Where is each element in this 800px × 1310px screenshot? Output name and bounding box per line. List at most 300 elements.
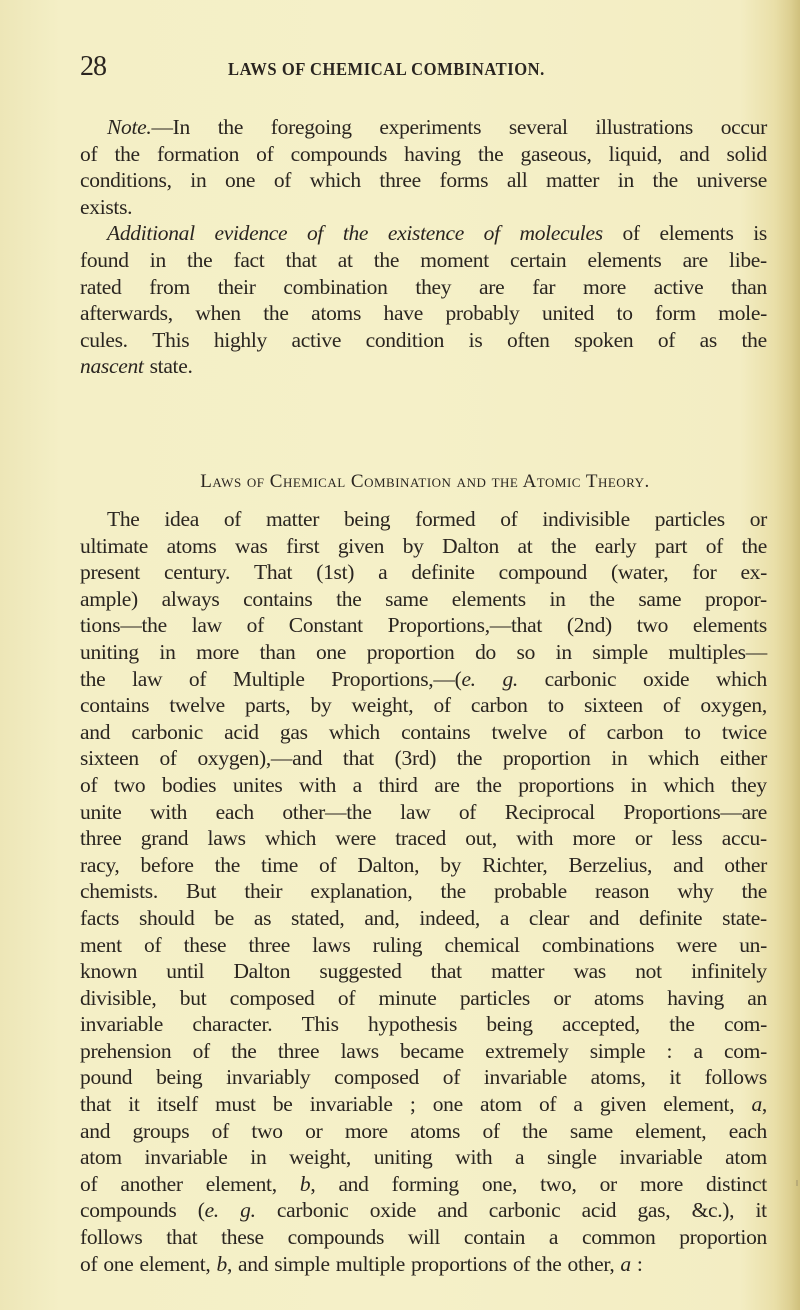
word: a (499, 905, 510, 930)
word: uniting (80, 639, 139, 664)
word: two (251, 1118, 283, 1143)
text-line (80, 1011, 767, 1038)
word: one (316, 639, 347, 664)
word: which (715, 666, 767, 691)
word: was (573, 959, 606, 984)
word: of (622, 221, 640, 246)
word: twice (721, 719, 767, 744)
word: that (430, 959, 462, 984)
text-line (80, 852, 767, 879)
additional-evidence-paragraph (80, 220, 767, 380)
word: that (80, 1092, 112, 1117)
word: were (676, 932, 717, 957)
text-line (80, 533, 767, 560)
word: of (80, 141, 98, 166)
word: But (186, 879, 217, 904)
word: have (383, 301, 423, 326)
text-line (80, 905, 767, 932)
word: certain (509, 247, 567, 272)
text-line (80, 220, 767, 247)
word: of (337, 985, 356, 1010)
word: idea (164, 507, 199, 531)
word: in (555, 639, 572, 664)
word: the (476, 772, 502, 797)
word: state. (149, 354, 193, 379)
word: more (639, 1171, 683, 1196)
word: was (235, 533, 268, 558)
word: three (80, 826, 122, 851)
word: Dalton, (357, 852, 420, 877)
word: of (500, 507, 518, 531)
word: and (437, 1198, 468, 1223)
word: or (749, 507, 767, 531)
word: first (286, 533, 320, 558)
word: proportion (366, 639, 455, 664)
word: and (238, 1251, 269, 1276)
word: com- (723, 1012, 767, 1037)
word: probable (494, 879, 567, 904)
word: active (653, 274, 704, 299)
word: invariably (226, 1065, 311, 1090)
word: out, (465, 826, 497, 851)
word: a (352, 772, 362, 797)
word: is (468, 327, 483, 352)
word: proportion (679, 1225, 767, 1250)
word: each (215, 799, 254, 824)
word: g. (240, 1198, 256, 1223)
word: : (636, 1251, 643, 1276)
word: oxide (369, 1198, 417, 1223)
word: elements (451, 586, 526, 611)
word: single (547, 1145, 597, 1170)
word: element, (205, 1171, 277, 1196)
word: or (553, 985, 571, 1010)
word: the (478, 141, 504, 166)
word: in (250, 1145, 267, 1170)
word: ruling (372, 932, 423, 957)
word: parts, (245, 693, 291, 718)
word: that (342, 746, 374, 771)
note-paragraph (80, 114, 767, 220)
word: the (214, 852, 240, 877)
word: ample) (80, 586, 138, 611)
word: the (550, 533, 577, 558)
word: exists. (80, 194, 133, 219)
word: atoms (311, 301, 362, 326)
word: three (379, 168, 421, 193)
word: with (516, 826, 554, 851)
word: sixteen (80, 746, 139, 771)
word: (water, (610, 560, 669, 585)
word: always (161, 586, 220, 611)
word: highly (213, 327, 268, 352)
word: of (568, 719, 586, 744)
text-line (80, 719, 767, 746)
word: compounds (287, 1225, 385, 1250)
word: early (594, 533, 637, 558)
word: g. (502, 666, 518, 691)
word: combination (283, 274, 388, 299)
word: matter (491, 959, 545, 984)
word: when (195, 301, 241, 326)
word: of (188, 666, 207, 691)
word: The (107, 507, 140, 531)
text-line (80, 559, 767, 586)
atomic-theory-paragraph (80, 506, 767, 1277)
word: follows (704, 1065, 767, 1090)
word: of (458, 799, 477, 824)
word: it (669, 1065, 681, 1090)
word: itself (156, 1092, 198, 1117)
word: universe (696, 168, 767, 193)
text-line (80, 194, 767, 221)
word: they (731, 772, 767, 797)
word: Dalton (442, 533, 499, 558)
word: one, (481, 1171, 518, 1196)
word: a (620, 1251, 631, 1276)
word: ultimate (80, 533, 149, 558)
word: Proportions—are (623, 799, 767, 824)
word: oxygen, (700, 693, 767, 718)
word: atoms (594, 985, 644, 1010)
word: laws (312, 932, 351, 957)
text-line (80, 639, 767, 666)
word: That (254, 560, 293, 585)
word: should (138, 905, 195, 930)
word: not (635, 959, 662, 984)
word: more (583, 274, 626, 299)
word: formed (415, 507, 476, 531)
word: century. (163, 560, 231, 585)
word: of (433, 693, 451, 718)
word: liquid, (608, 141, 663, 166)
word: a, (751, 1092, 767, 1117)
word: probably (445, 301, 520, 326)
page-edge-mark (796, 1180, 798, 1186)
word: are (434, 772, 460, 797)
word: Multiple (232, 666, 305, 691)
text-line (80, 1038, 767, 1065)
word: a (693, 1038, 703, 1063)
word: of (273, 168, 292, 193)
text-line (80, 1118, 767, 1145)
word: Richter, (482, 852, 548, 877)
word: be (214, 905, 235, 930)
word: atoms (410, 1118, 461, 1143)
word: laws (340, 1038, 379, 1063)
word: part (654, 533, 688, 558)
word: Dalton (233, 959, 291, 984)
word: indeed, (419, 905, 480, 930)
word: are (682, 247, 708, 272)
word: Berzelius, (568, 852, 653, 877)
word: the (440, 879, 466, 904)
section-heading: Laws of Chemical Combination and the Atomic Theory. (200, 471, 650, 492)
word: which (309, 168, 361, 193)
word: atoms (166, 533, 217, 558)
word: in (149, 247, 166, 272)
word: being (343, 507, 391, 531)
word: the (114, 141, 140, 166)
word: by (310, 693, 332, 718)
word: known (80, 959, 138, 984)
word: of (256, 141, 274, 166)
word: particles (654, 507, 725, 531)
word: each (728, 1118, 767, 1143)
word: indivisible (542, 507, 630, 531)
word: tions—the (80, 613, 167, 638)
word: Reciprocal (504, 799, 595, 824)
word: Constant (288, 613, 363, 638)
word: explanation, (310, 879, 413, 904)
word: of (483, 221, 500, 246)
text-line (80, 353, 767, 380)
word: at (337, 247, 353, 272)
word: hypothesis (368, 1012, 458, 1037)
word: of (512, 1251, 531, 1276)
word: minute (378, 985, 437, 1010)
word: carbonic (276, 1198, 349, 1223)
word: and (80, 1118, 111, 1143)
word: compounds (290, 141, 388, 166)
word: the (80, 666, 106, 691)
word: accu- (721, 826, 767, 851)
word: invariable (309, 1092, 393, 1117)
word: evidence (214, 221, 288, 246)
word: proportions (518, 772, 615, 797)
word: pound (80, 1065, 133, 1090)
word: that (166, 1225, 198, 1250)
word: law (191, 613, 222, 638)
word: This (152, 327, 190, 352)
word: carbonic (488, 1198, 561, 1223)
word: particles (459, 985, 530, 1010)
word: uniting (373, 1145, 433, 1170)
word: one (225, 168, 256, 193)
word: condition (365, 327, 445, 352)
word: time (261, 852, 299, 877)
word: in (190, 168, 207, 193)
word: moment (420, 247, 489, 272)
word: having (404, 141, 461, 166)
word: rated (80, 274, 122, 299)
word: other—the (282, 799, 372, 824)
word: one (432, 1092, 463, 1117)
word: of (482, 1118, 500, 1143)
word: often (506, 327, 550, 352)
word: infinitely (691, 959, 767, 984)
word: forms (439, 168, 489, 193)
word: of (657, 327, 676, 352)
word: being (156, 1065, 203, 1090)
word: in (617, 168, 634, 193)
word: combinations (541, 932, 655, 957)
word: clear (528, 905, 570, 930)
word: invariable (619, 1145, 703, 1170)
word: carbonic (131, 719, 203, 744)
word: acid (581, 1198, 617, 1223)
word: in (630, 772, 647, 797)
word: (2nd) (566, 613, 612, 638)
word: character. (192, 1012, 273, 1037)
word: these (183, 932, 227, 957)
word: elements (659, 221, 734, 246)
word: do (475, 639, 496, 664)
word: before (140, 852, 194, 877)
word: it (128, 1092, 140, 1117)
running-head (80, 52, 767, 82)
word: composed (334, 1065, 419, 1090)
text-line (80, 506, 767, 533)
atomic-theory-section (80, 506, 767, 1277)
word: the (217, 115, 244, 139)
word: of (144, 932, 162, 957)
word: far (532, 274, 556, 299)
word: until (166, 959, 205, 984)
word: cules. (80, 327, 128, 352)
word: three (248, 932, 290, 957)
word: suggested (319, 959, 402, 984)
word: proportion (502, 746, 591, 771)
word: ; (409, 1092, 416, 1117)
word: united (542, 301, 594, 326)
word: element, (139, 1251, 211, 1276)
word: element, (635, 1118, 707, 1143)
word: of (159, 746, 177, 771)
word: un- (739, 932, 767, 957)
word: foregoing (270, 115, 352, 139)
word: of (319, 852, 337, 877)
word: active (291, 327, 342, 352)
word: grand (140, 826, 189, 851)
word: reason (594, 879, 650, 904)
text-line (80, 612, 767, 639)
word: than (259, 639, 296, 664)
word: unite (80, 799, 122, 824)
word: less (671, 826, 703, 851)
word: the (522, 1118, 548, 1143)
word: fact (233, 247, 265, 272)
word: a (573, 1092, 583, 1117)
word: state- (722, 905, 767, 930)
note-section (80, 114, 767, 380)
word: but (179, 985, 207, 1010)
word: at (517, 533, 533, 558)
text-line (80, 799, 767, 826)
word: carbon (470, 693, 528, 718)
word: than (731, 274, 767, 299)
word: another (120, 1171, 183, 1196)
word: in (611, 746, 628, 771)
word: are (479, 274, 505, 299)
word: other, (567, 1251, 615, 1276)
word: simple (589, 1038, 646, 1063)
word: twelve (491, 719, 547, 744)
word: traced (395, 826, 446, 851)
word: either (719, 746, 767, 771)
word: propor- (704, 586, 767, 611)
word: two (113, 772, 146, 797)
text-line (80, 958, 767, 985)
word: common (581, 1225, 656, 1250)
word: multiple (335, 1251, 405, 1276)
word: simple (592, 639, 648, 664)
word: experiments (379, 115, 482, 139)
text-line (80, 247, 767, 274)
text-line (80, 1091, 767, 1118)
word: (3rd) (394, 746, 437, 771)
word: for (692, 560, 717, 585)
word: the (589, 586, 615, 611)
word: of (246, 613, 264, 638)
word: be (272, 1092, 293, 1117)
word: forming (391, 1171, 459, 1196)
word: ment (80, 932, 122, 957)
word: law (132, 666, 163, 691)
word: which (265, 826, 317, 851)
word: it (755, 1198, 767, 1223)
text-line (80, 586, 767, 613)
word: they (415, 274, 452, 299)
word: which (648, 746, 700, 771)
word: present (80, 560, 140, 585)
word: and, (364, 905, 400, 930)
word: of (80, 1171, 98, 1196)
word: solid (726, 141, 767, 166)
word: (e. (197, 1198, 219, 1223)
word: of (306, 221, 324, 246)
word: the (186, 247, 213, 272)
word: other (724, 852, 767, 877)
word: form (655, 301, 696, 326)
word: facts (80, 905, 120, 930)
text-line (80, 772, 767, 799)
word: molecules (519, 221, 603, 246)
word: contains (80, 693, 150, 718)
word: in (549, 586, 566, 611)
word: the (669, 1012, 695, 1037)
word: carbon (606, 719, 664, 744)
text-line (80, 1197, 767, 1224)
word: an (747, 985, 767, 1010)
word: of (705, 533, 724, 558)
word: laws (207, 826, 246, 851)
word: chemists. (80, 879, 158, 904)
word: atom (480, 1092, 522, 1117)
text-line (80, 141, 767, 168)
word: proportions (410, 1251, 507, 1276)
word: afterwards, (80, 301, 173, 326)
word: invariable (80, 1012, 163, 1037)
word: with (299, 772, 337, 797)
word: existence (387, 221, 464, 246)
word: This (301, 1012, 339, 1037)
word: occur (720, 115, 767, 139)
word: divisible, (80, 985, 157, 1010)
word: invariable (144, 1145, 228, 1170)
word: will (407, 1225, 441, 1250)
word: simple (274, 1251, 330, 1276)
text-line (80, 327, 767, 354)
word: all (506, 168, 528, 193)
word: or (305, 1118, 323, 1143)
text-line (80, 300, 767, 327)
word: being (486, 1012, 533, 1037)
word: same (569, 1118, 613, 1143)
word: which (328, 719, 380, 744)
word: to (684, 719, 701, 744)
word: atoms, (590, 1065, 646, 1090)
